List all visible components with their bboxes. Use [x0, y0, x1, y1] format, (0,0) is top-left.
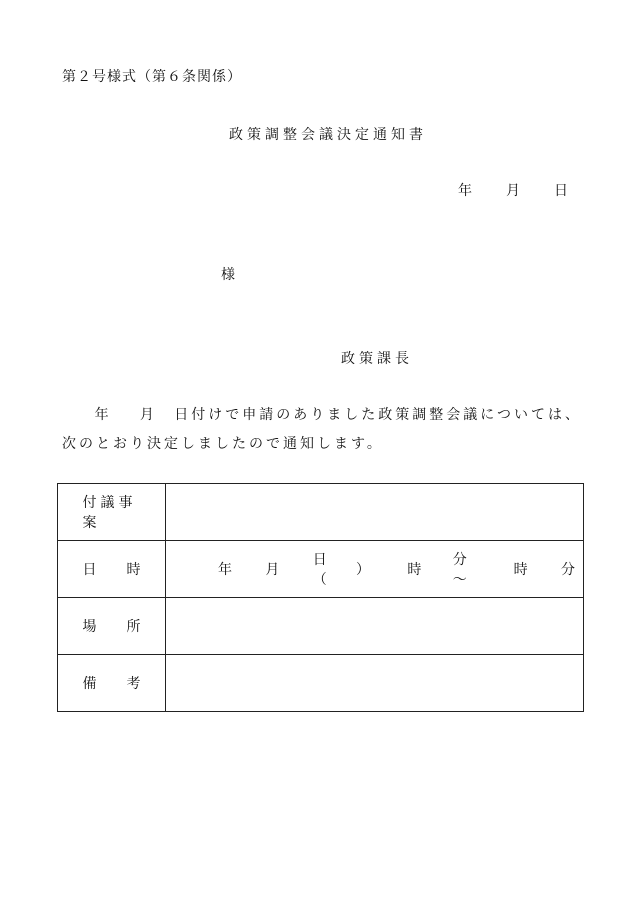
datetime-label-a: 日	[82, 562, 97, 578]
place-label-b: 所	[126, 619, 141, 635]
date-day: 日	[554, 183, 568, 199]
datetime-label	[83, 559, 141, 579]
label-cell-remarks	[58, 655, 166, 712]
addressee-suffix: 様	[221, 267, 235, 283]
remarks-label-b: 考	[126, 676, 141, 692]
sender-title: 政策課長	[341, 351, 413, 367]
issue-date	[458, 180, 568, 200]
place-value-cell	[166, 598, 584, 655]
dt-minute-1: 分～	[452, 552, 467, 588]
body-text-rest: 日付けで申請のありました政策調整会議については、	[174, 407, 582, 423]
datetime-value-cell	[166, 541, 584, 598]
form-number: 第２号様式（第６条関係）	[62, 69, 242, 85]
dt-month: 月	[265, 562, 280, 578]
table-row	[58, 541, 584, 598]
dt-day: 日（	[312, 552, 331, 588]
table-row	[58, 655, 584, 712]
decision-table	[57, 483, 584, 712]
label-cell-place	[58, 598, 166, 655]
dt-hour-1: 時	[407, 562, 422, 578]
remarks-label	[83, 673, 141, 693]
dt-minute-2: 分	[561, 562, 576, 578]
date-year: 年	[458, 183, 472, 199]
body-line-1	[62, 404, 582, 424]
table-row	[58, 598, 584, 655]
remarks-value-cell	[166, 655, 584, 712]
body-year: 年	[94, 407, 109, 423]
date-month: 月	[506, 183, 520, 199]
dt-year: 年	[218, 562, 232, 578]
dt-close: ）	[356, 562, 370, 578]
agenda-label: 付議事案	[82, 495, 137, 531]
agenda-value-cell	[166, 484, 584, 541]
label-cell-datetime	[58, 541, 166, 598]
document-title: 政策調整会議決定通知書	[229, 127, 427, 143]
remarks-label-a: 備	[82, 676, 97, 692]
place-label	[83, 616, 141, 636]
body-line-2: 次のとおり決定しましたので通知します。	[62, 436, 384, 452]
datetime-value	[166, 541, 583, 597]
dt-hour-2: 時	[513, 562, 528, 578]
label-cell-agenda	[58, 484, 166, 541]
place-label-a: 場	[82, 619, 97, 635]
table-row	[58, 484, 584, 541]
body-month: 月	[139, 407, 154, 423]
datetime-label-b: 時	[126, 562, 141, 578]
